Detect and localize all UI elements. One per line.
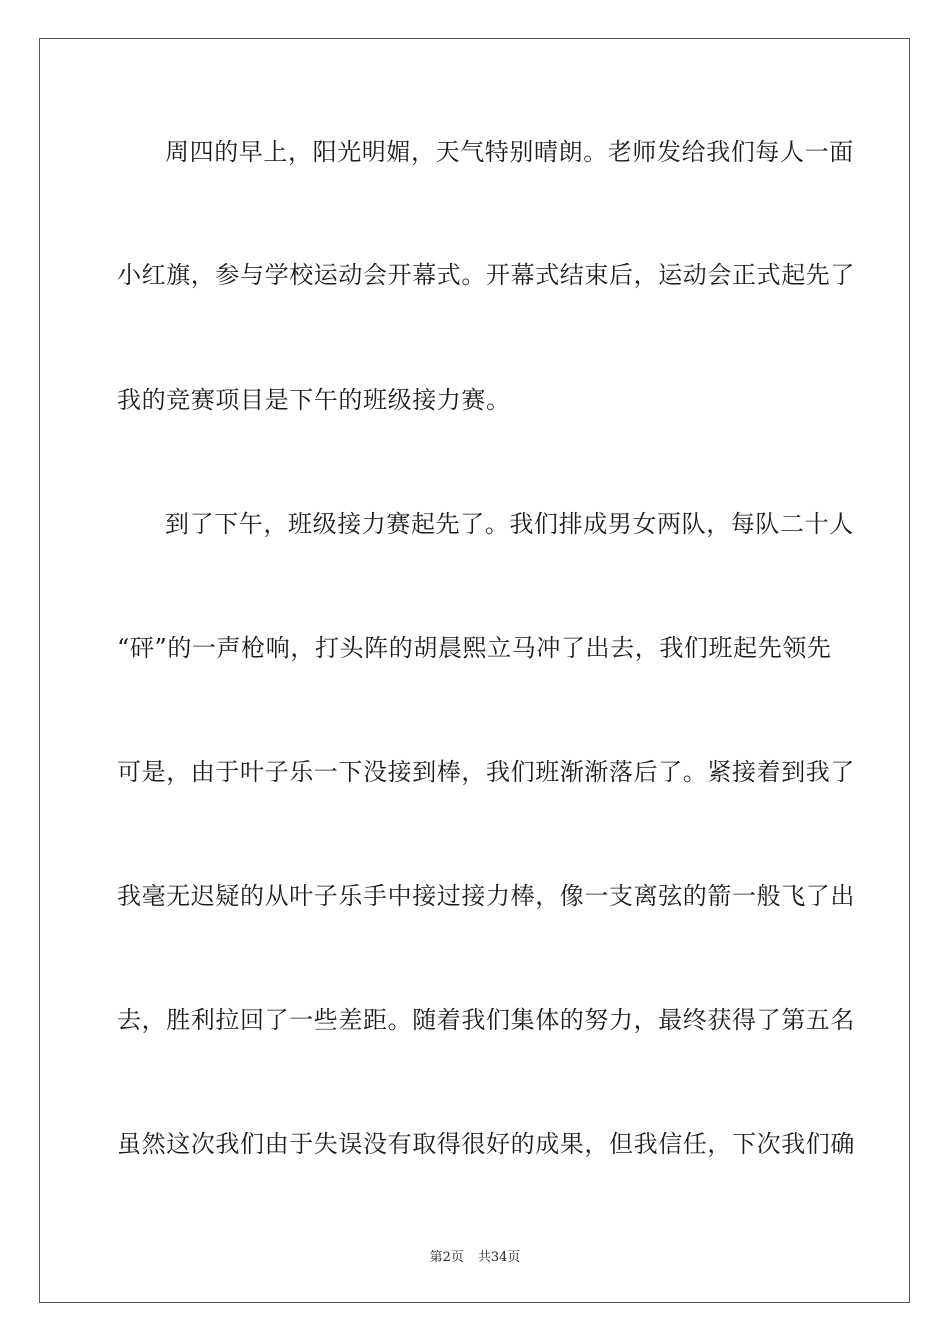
paragraph-line: 虽然这次我们由于失误没有取得很好的成果，但我信任，下次我们确 <box>117 1130 855 1158</box>
page-border <box>39 38 910 1303</box>
page-number: 第2页 <box>429 1250 464 1265</box>
total-pages: 共34页 <box>477 1250 521 1265</box>
paragraph-line: 我的竞赛项目是下午的班级接力赛。 <box>117 386 511 414</box>
page-footer <box>0 1246 950 1265</box>
paragraph-line: 小红旗，参与学校运动会开幕式。开幕式结束后，运动会正式起先了 <box>117 261 855 289</box>
paragraph-line: 到了下午，班级接力赛起先了。我们排成男女两队，每队二十人 <box>165 510 854 538</box>
paragraph-line: 周四的早上，阳光明媚，天气特别晴朗。老师发给我们每人一面 <box>165 138 854 166</box>
paragraph-line: 我毫无迟疑的从叶子乐手中接过接力棒，像一支离弦的箭一般飞了出 <box>117 882 855 910</box>
paragraph-line: 可是，由于叶子乐一下没接到棒，我们班渐渐落后了。紧接着到我了 <box>117 758 855 786</box>
paragraph-line: “砰”的一声枪响，打头阵的胡晨熙立马冲了出去，我们班起先领先 <box>117 634 832 662</box>
paragraph-line: 去，胜利拉回了一些差距。随着我们集体的努力，最终获得了第五名 <box>117 1006 855 1034</box>
